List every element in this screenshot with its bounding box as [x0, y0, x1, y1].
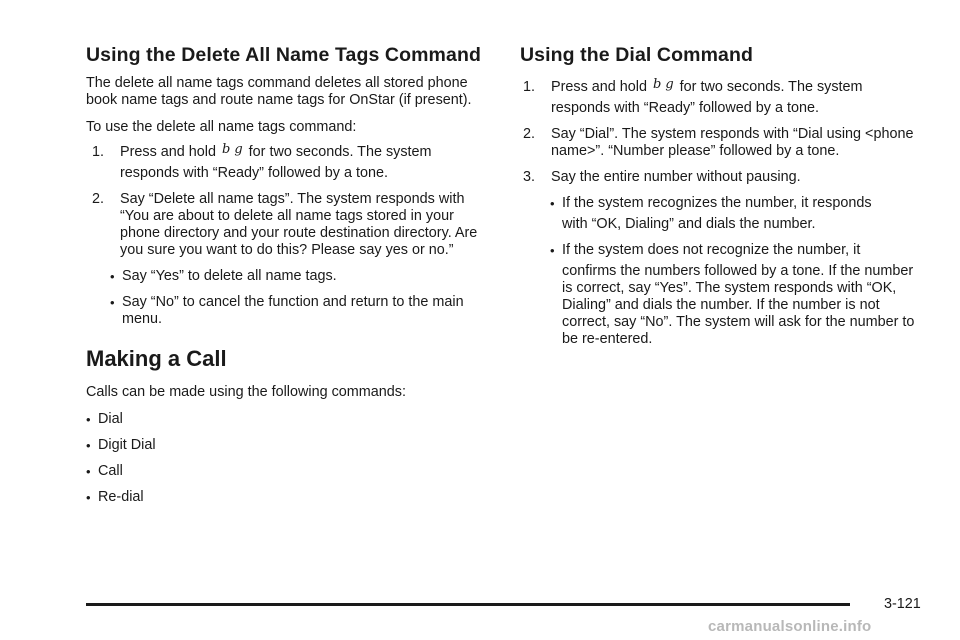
- step-item: [92, 144, 486, 182]
- step-text: responds with “Ready” followed by a tone.: [120, 165, 388, 181]
- command-text: Call: [98, 463, 123, 479]
- bullet-text: confirms the numbers followed by a tone. If the number is correct, say “Yes”. The system responds with “OK, Dialing” and dials the number. If the number is not correct, say “No”. The system will ask for the number to be re-entered.: [562, 263, 915, 347]
- voice-command-icon: g: [234, 142, 243, 157]
- list-item: [550, 195, 925, 233]
- step-item: [523, 169, 925, 186]
- step-item: [523, 79, 925, 117]
- command-text: Dial: [98, 411, 123, 427]
- call-commands-list: [86, 411, 486, 506]
- list-item: [550, 242, 925, 348]
- bullet-icon: •: [86, 490, 91, 505]
- bullet-text: If the system recognizes the number, it responds: [562, 195, 872, 211]
- delete-tags-steps: [86, 144, 486, 259]
- step-text: Press and hold: [120, 144, 216, 160]
- list-item: [86, 437, 486, 454]
- bullet-icon: •: [110, 295, 115, 310]
- step-text: Say the entire number without pausing.: [551, 169, 801, 185]
- bullet-icon: •: [86, 438, 91, 453]
- dial-command-heading: Using the Dial Command: [520, 44, 753, 66]
- watermark: carmanualsonline.info: [708, 618, 872, 635]
- step-number: 2.: [523, 126, 536, 142]
- right-column: [520, 44, 925, 357]
- step-text: Press and hold: [551, 79, 647, 95]
- delete-tags-heading: Using the Delete All Name Tags Command: [86, 44, 481, 66]
- command-text: Digit Dial: [98, 437, 156, 453]
- dial-steps: [520, 79, 925, 186]
- bullet-text: Say “Yes” to delete all name tags.: [122, 268, 337, 284]
- command-text: Re-dial: [98, 489, 144, 505]
- phone-button-icon: b: [222, 142, 231, 157]
- list-item: [110, 294, 486, 328]
- step-text: Say “Delete all name tags”. The system responds with “You are about to delete all name tags stored in your phone directory and your route destination directory. Are you sure you want to do this? Please say yes or no.”: [120, 191, 478, 258]
- list-item: [86, 463, 486, 480]
- step-text: Say “Dial”. The system responds with “Dial using <phone name>”. “Number please” followed by a tone.: [551, 126, 914, 159]
- footer-rule: [86, 603, 850, 606]
- step-item: [92, 191, 486, 259]
- bullet-icon: •: [550, 196, 555, 211]
- bullet-icon: •: [550, 243, 555, 258]
- bullet-icon: •: [110, 269, 115, 284]
- bullet-icon: •: [86, 464, 91, 479]
- page-number: 3-121: [884, 596, 921, 612]
- making-call-heading: Making a Call: [86, 346, 227, 371]
- list-item: [110, 268, 486, 285]
- delete-tags-lead: To use the delete all name tags command:: [86, 119, 357, 135]
- step-text: for two seconds. The system: [248, 144, 432, 160]
- bullet-text: Say “No” to cancel the function and return to the main menu.: [122, 294, 464, 327]
- making-call-intro: Calls can be made using the following commands:: [86, 384, 406, 400]
- bullet-text: If the system does not recognize the number, it: [562, 242, 861, 258]
- list-item: [86, 411, 486, 428]
- step-item: [523, 126, 925, 160]
- delete-tags-options: [110, 268, 486, 328]
- step-text: responds with “Ready” followed by a tone.: [551, 100, 819, 116]
- bullet-text: with “OK, Dialing” and dials the number.: [562, 216, 816, 232]
- list-item: [86, 489, 486, 506]
- bullet-icon: •: [86, 412, 91, 427]
- step-number: 1.: [92, 144, 105, 160]
- step-number: 2.: [92, 191, 105, 207]
- left-column: [86, 44, 486, 515]
- step-text: for two seconds. The system: [679, 79, 863, 95]
- step-number: 1.: [523, 79, 536, 95]
- dial-results-list: [550, 195, 925, 348]
- voice-command-icon: g: [665, 77, 674, 92]
- phone-button-icon: b: [653, 77, 662, 92]
- delete-tags-intro: The delete all name tags command deletes all stored phone book name tags and route name tags for OnStar (if present).: [86, 75, 472, 108]
- step-number: 3.: [523, 169, 536, 185]
